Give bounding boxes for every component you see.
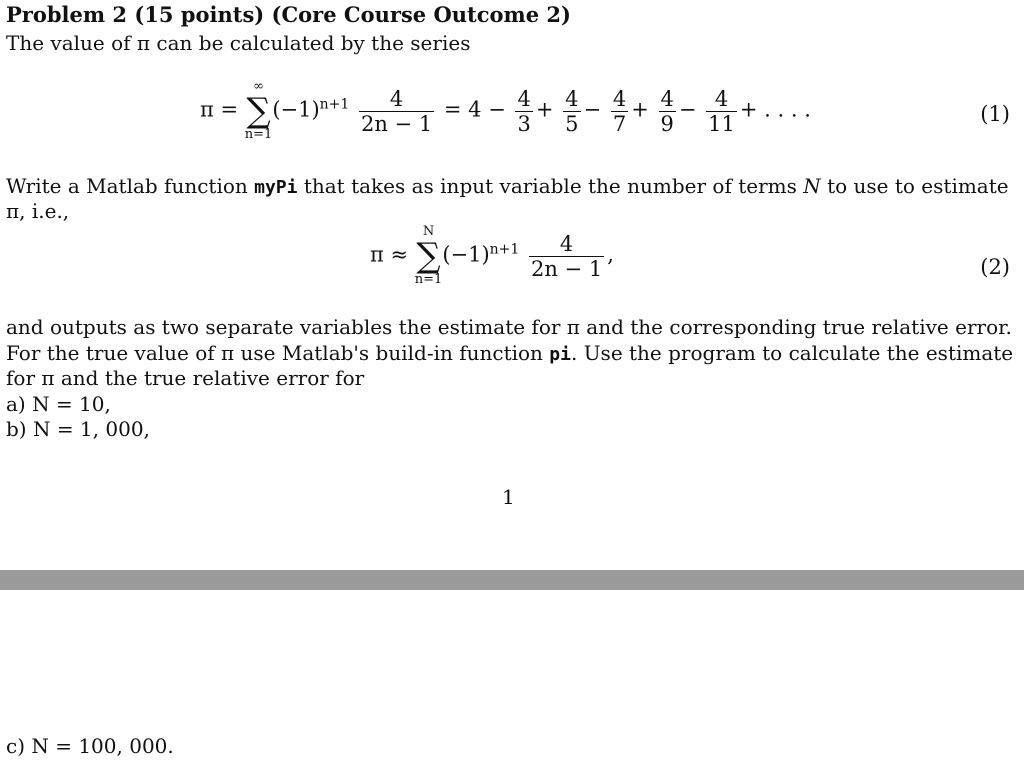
sum-symbol: ∞ ∑ n=1 [244,79,273,142]
intro-text: The value of π can be calculated by the series [6,31,471,55]
item-b: b) N = 1, 000, [6,417,150,441]
paragraph-1-cont: π, i.e., [6,199,70,223]
eq1-frac: $\frac{4}{7}$ [612,86,627,136]
paragraph-2-line-1: and outputs as two separate variables the estimate for π and the corresponding true relative error. [6,315,1012,339]
eq2-exp: n+1 [489,241,520,258]
eq1-lhs: π = [200,97,239,122]
eq1-rhs: = 4 − [443,97,506,122]
eq1-term: (−1) [272,97,320,122]
equation-1 [200,80,811,142]
eq1-op: − [583,97,602,122]
eq1-op: + [631,97,649,122]
page-separator [0,570,1024,590]
equation-2 [370,225,614,287]
sum-symbol: N ∑ n=1 [414,224,443,287]
page-number: 1 [502,485,515,509]
item-c: c) N = 100, 000. [6,734,174,758]
eq1-op: + [535,97,554,122]
eq2-fraction: $\frac{4}{2n - 1}$ [531,231,603,281]
paragraph-2-line-2: For the true value of π use Matlab's build-in function pi. Use the program to calculate the estimate [6,341,1014,365]
eq2-label: (2) [980,255,1010,279]
eq1-label: (1) [980,102,1010,126]
eq1-op: − [678,97,697,122]
eq1-exp: n+1 [319,96,350,113]
eq1-frac: $\frac{4}{11}$ [708,86,735,136]
paragraph-2-line-3: for π and the true relative error for [6,366,365,390]
item-a: a) N = 10, [6,392,111,416]
eq1-frac: $\frac{4}{3}$ [517,86,531,136]
eq1-frac: $\frac{4}{9}$ [660,86,674,136]
eq1-op: + . . . . [739,97,811,122]
eq2-lhs: π ≈ [370,242,409,267]
eq1-main-fraction: $\frac{4}{2n - 1}$ [361,86,433,136]
eq1-frac: $\frac{4}{5}$ [565,86,579,136]
eq2-term: (−1) [442,242,490,267]
problem-title: Problem 2 (15 points) (Core Course Outcome 2) [6,2,571,27]
eq2-tail: , [607,242,614,267]
paragraph-1: Write a Matlab function myPi that takes as input variable the number of terms N to use to estimate [6,174,1009,198]
